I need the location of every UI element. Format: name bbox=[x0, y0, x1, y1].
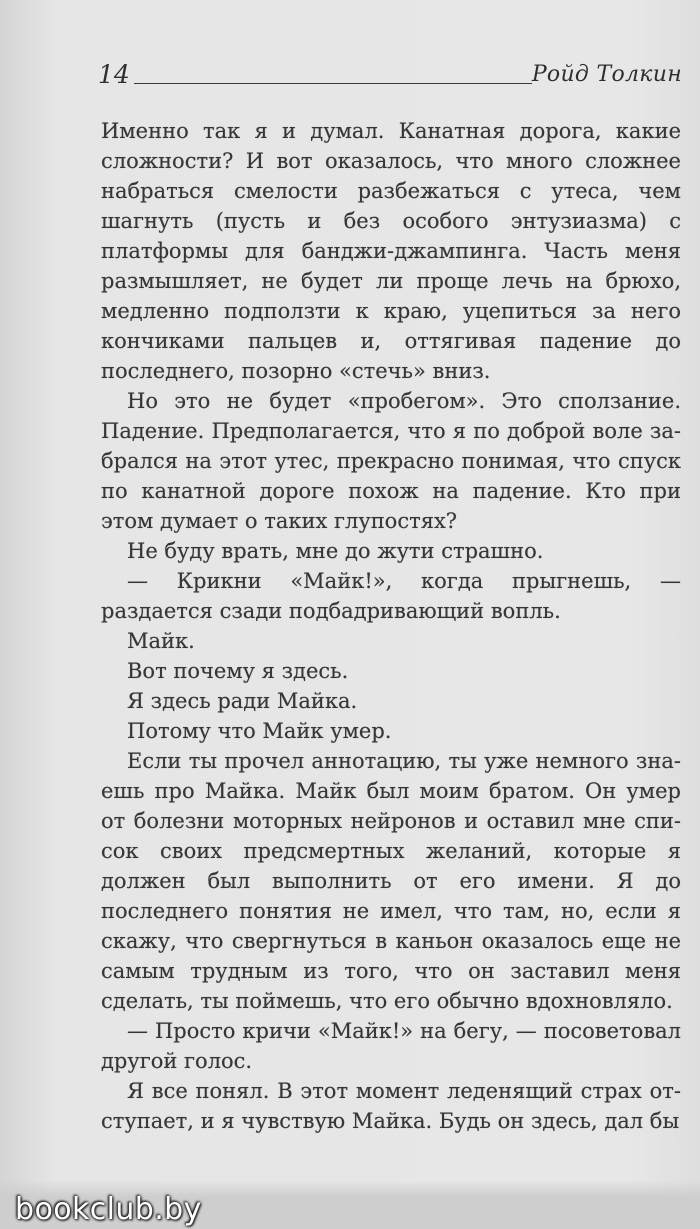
paragraph: Вот почему я здесь. bbox=[127, 659, 349, 683]
body-text bbox=[101, 116, 681, 1136]
paragraph: — Просто кричи «Майк!» на бегу, — посоветовал другой голос. bbox=[101, 1019, 681, 1073]
paragraph: Я здесь ради Майка. bbox=[127, 689, 358, 713]
paragraph: Майк. bbox=[127, 629, 195, 653]
paragraph: Именно так я и думал. Канатная дорога, какие сложности? И вот оказалось, что много сложнее набраться смелости разбежаться с утеса, чем шагнуть (пусть и без особого энтузиазма) с платформы для банджи-джампинга. Часть меня размышляет, не будет ли проще лечь на брюхо, медленно подползти к краю, уцепиться за него кончиками пальцев и, оттягивая падение до последнего, позорно «стечь» вниз. bbox=[101, 119, 681, 383]
paragraph: — Крикни «Майк!», когда прыгнешь, — раздается сзади подбадривающий вопль. bbox=[101, 569, 681, 623]
paragraph: Но это не будет «пробегом». Это сползание. Падение. Предполагается, что я по доброй воле забрался на этот утес, прекрасно понимая, что спуск по канатной дороге похож на падение. Кто при этом думает о таких глупостях? bbox=[101, 389, 681, 533]
paragraph: Если ты прочел аннотацию, ты уже немного знаешь про Майка. Майк был моим братом. Он умер от болезни моторных нейронов и оставил мне список своих предсмертных желаний, которые я должен был выполнить от его имени. Я до последнего понятия не имел, что там, но, если я скажу, что свергнуться в каньон оказалось еще не самым трудным из того, что он заставил меня сделать, ты поймешь, что его обычно вдохновляло. bbox=[101, 749, 681, 1013]
page-number: 14 bbox=[98, 60, 130, 89]
watermark-bar bbox=[0, 1180, 700, 1229]
paragraph: Не буду врать, мне до жути страшно. bbox=[127, 539, 544, 563]
paragraph: Я все понял. В этот момент леденящий страх отступает, и я чувствую Майка. Будь он здесь, дал бы bbox=[101, 1079, 681, 1133]
running-head-author: Ройд Толкин bbox=[531, 62, 682, 87]
running-head bbox=[98, 58, 682, 92]
paragraph: Потому что Майк умер. bbox=[127, 719, 392, 743]
header-rule bbox=[134, 83, 532, 84]
watermark-text: bookclub.by bbox=[15, 1192, 202, 1227]
